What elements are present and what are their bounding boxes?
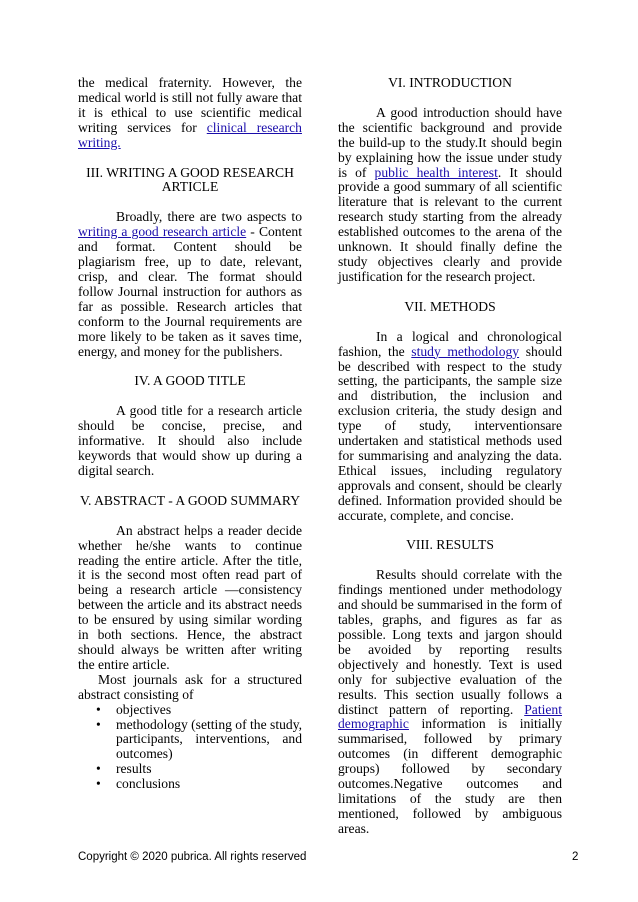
link-patient-demographic[interactable]: Patient demographic xyxy=(338,701,562,732)
heading-abstract: V. ABSTRACT - A GOOD SUMMARY xyxy=(79,492,301,508)
heading-methods: VII. METHODS xyxy=(404,298,496,314)
paragraph-results: Results should correlate with the findings mentioned under methodology and should be summarised in the form of tables, graphs, and figures as far as possible. Long texts and jargon should be avoided by reporting results objectively and honestly. Text is used only for subjective evaluation of the results. This section usually follows a distinct pattern of reporting. Patient demographic information is initially summarised, followed by primary outcomes (in different demographic groups) followed by secondary outcomes.Negative outcomes and limitations of the study are then mentioned, followed by ambiguous areas. xyxy=(338,567,562,836)
link-clinical-research-writing[interactable]: clinical research writing. xyxy=(78,119,302,150)
paragraph-structured-abstract: Most journals ask for a structured abstract consisting of xyxy=(78,671,302,702)
list-item: • methodology (setting of the study, participants, interventions, and outcomes) xyxy=(116,718,302,763)
right-column xyxy=(338,76,562,837)
paragraph-methods: In a logical and chronological fashion, the study methodology should be described with respect to the study setting, the participants, the sample size and distribution, the inclusion and exclusion criteria, the study design and type of study, interventionsare undertaken and statistical methods used for summarising and analyzing the data. Ethical issues, including regulatory approvals and consent, should be clearly defined. Information provided should be accurate, complete, and concise. xyxy=(338,328,562,523)
link-writing-good-research-article[interactable]: writing a good research article xyxy=(78,224,247,240)
heading-good-title: IV. A GOOD TITLE xyxy=(134,373,246,389)
paragraph-introduction: A good introduction should have the scientific background and provide the build-up to the study.It should begin by explaining how the issue under study is of public health interest. It should provide a good summary of all scientific literature that is relevant to the current research study starting from the already established outcomes to the arena of the unknown. It should finally define the study objectives clearly and provide justification for the research project. xyxy=(338,104,562,284)
list-item: • results xyxy=(116,762,302,777)
list-item: • conclusions xyxy=(116,777,302,792)
link-public-health-interest[interactable]: public health interest xyxy=(374,164,498,180)
heading-introduction: VI. INTRODUCTION xyxy=(388,75,512,90)
heading-results: VIII. RESULTS xyxy=(406,537,494,553)
footer-copyright: Copyright © 2020 pubrica. All rights reserved xyxy=(78,851,307,863)
paragraph-abstract: An abstract helps a reader decide whether he/she wants to continue reading the entire article. After the title, it is the second most often read part of being a research article —consistency between the article and its abstract needs to be ensured by using similar wording in both sections. Hence, the abstract should always be written after writing the entire article. xyxy=(78,522,302,672)
paragraph-two-aspects: Broadly, there are two aspects to writing a good research article - Content and format. Content should be plagiarism free, up to date, relevant, crisp, and clear. The format should follow Journal instruction for authors as far as possible. Research articles that conform to the Journal requirements are more likely to be taken as it saves time, energy, and money for the publishers. xyxy=(78,209,302,359)
footer-page-number: 2 xyxy=(572,851,579,863)
abstract-components-list xyxy=(78,703,302,792)
link-study-methodology[interactable]: study methodology xyxy=(411,343,520,359)
paragraph-good-title: A good title for a research article should be concise, precise, and informative. It should also include keywords that would show up during a digital search. xyxy=(78,403,302,478)
list-item: • objectives xyxy=(116,703,302,718)
heading-writing-good-research-article: III. WRITING A GOOD RESEARCH ARTICLE xyxy=(86,164,294,195)
paragraph-intro-continued: the medical fraternity. However, the medical world is still not fully aware that it is ethical to use scientific medical writing services for clinical research writing. xyxy=(78,75,302,150)
left-column xyxy=(78,76,302,792)
